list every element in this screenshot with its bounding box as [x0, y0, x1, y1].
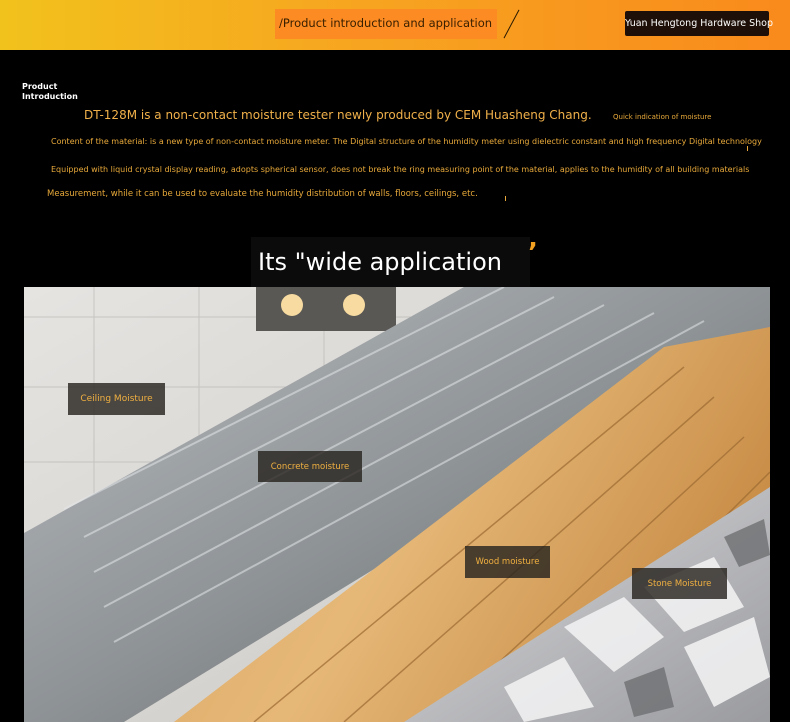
quote-mark: ’: [528, 238, 538, 268]
decorative-tick: [505, 196, 506, 201]
ceiling-moisture-label: Ceiling Moisture: [68, 383, 165, 415]
shop-name-badge[interactable]: Yuan Hengtong Hardware Shop: [625, 11, 769, 36]
intro-line-1: DT-128M is a non-contact moisture tester newly produced by CEM Huasheng Chang.: [84, 108, 592, 122]
intro-side-note: Quick indication of moisture: [613, 113, 712, 121]
decorative-tick: [747, 146, 748, 151]
intro-heading-line1: Product: [22, 82, 58, 91]
stone-moisture-label: Stone Moisture: [632, 568, 727, 599]
application-title: Its "wide application: [258, 248, 502, 276]
wood-moisture-label: Wood moisture: [465, 546, 550, 578]
collage-graphic: [24, 287, 770, 722]
application-collage: [24, 287, 770, 722]
intro-line-4: Measurement, while it can be used to evaluate the humidity distribution of walls, floors, ceilings, etc.: [47, 189, 478, 199]
header-title: /Product introduction and application: [279, 16, 493, 30]
intro-line-3: Equipped with liquid crystal display reading, adopts spherical sensor, does not break the ring measuring point of the material, applies to the humidity of all building materials: [51, 165, 750, 174]
concrete-moisture-label: Concrete moisture: [258, 451, 362, 482]
intro-heading-line2: Introduction: [22, 92, 78, 101]
intro-heading: [22, 82, 92, 102]
intro-line-2: Content of the material: is a new type of non-contact moisture meter. The Digital structure of the humidity meter using dielectric constant and high frequency Digital technology: [51, 137, 762, 146]
